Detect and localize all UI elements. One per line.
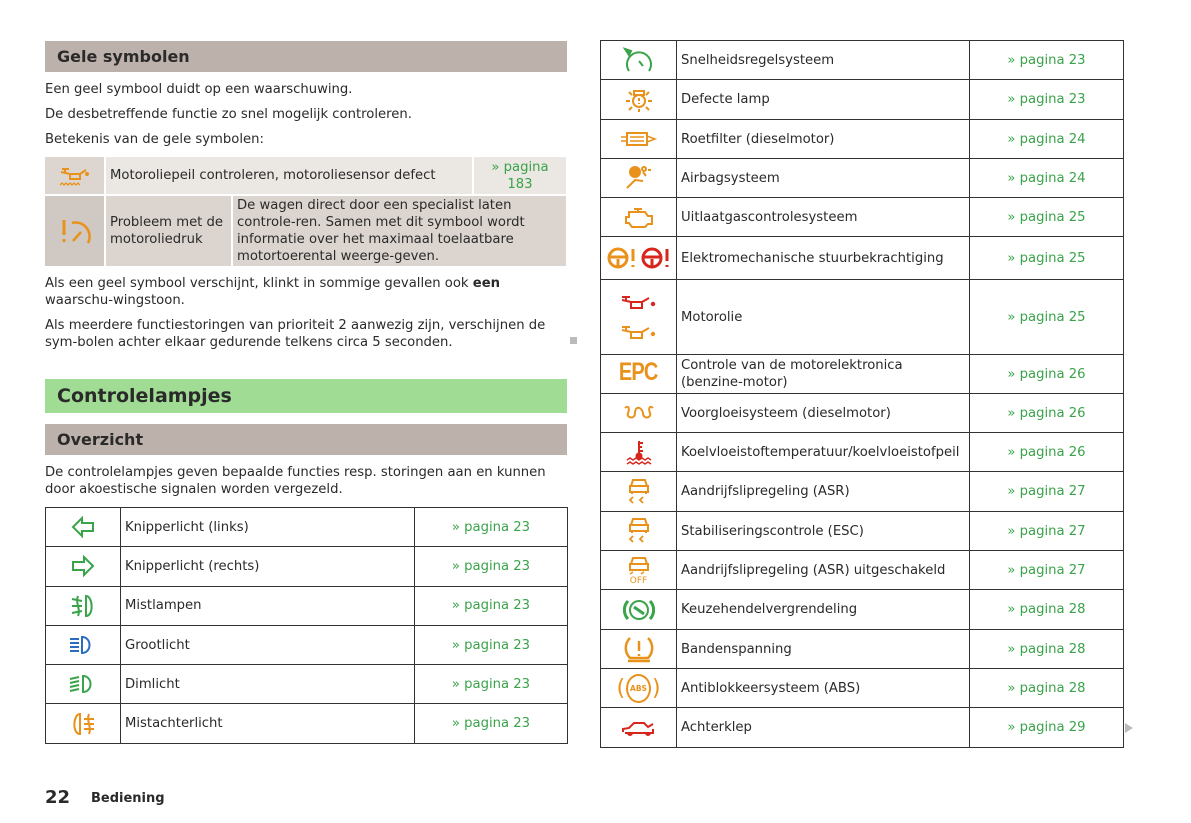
lights-table-right — [600, 40, 1124, 748]
cruise-control-icon — [601, 41, 677, 80]
page-link[interactable]: » pagina 183 — [473, 157, 567, 195]
airbag-icon — [601, 159, 677, 198]
table-row — [601, 433, 1124, 472]
yellow-symbols-table — [45, 157, 568, 268]
next-page-arrow-icon — [1125, 723, 1133, 733]
page-link[interactable]: » pagina 26 — [970, 394, 1124, 433]
symbol-description: Motoroliepeil controleren, motoroliesensor defect — [105, 157, 473, 195]
table-row — [601, 41, 1124, 80]
page-link[interactable]: » pagina 28 — [970, 669, 1124, 708]
symbol-description: De wagen direct door een specialist laten controle-ren. Samen met dit symbool wordt informatie over het maximaal toelaatbare motortoerental weerge-geven. — [232, 195, 567, 267]
lamp-label: Stabiliseringscontrole (ESC) — [677, 512, 970, 551]
page-link[interactable]: » pagina 25 — [970, 237, 1124, 280]
lamp-label: Aandrijfslipregeling (ASR) — [677, 472, 970, 512]
asr-icon — [601, 472, 677, 512]
off-text: OFF — [629, 575, 648, 586]
lamp-label: Mistachterlicht — [121, 704, 415, 743]
paragraph: Betekenis van de gele symbolen: — [45, 132, 264, 147]
lamp-label: Antiblokkeersysteem (ABS) — [677, 669, 970, 708]
table-row — [601, 512, 1124, 551]
table-row — [46, 665, 568, 704]
lights-table-left — [45, 507, 568, 744]
paragraph — [45, 275, 560, 309]
section-name: Bediening — [91, 791, 165, 806]
page-link[interactable]: » pagina 29 — [970, 708, 1124, 748]
low-beam-icon — [46, 665, 121, 704]
lamp-label: Achterklep — [677, 708, 970, 748]
lamp-label: Knipperlicht (rechts) — [121, 547, 415, 586]
table-row — [601, 590, 1124, 630]
table-row — [46, 586, 568, 625]
high-beam-icon — [46, 625, 121, 664]
oil-level-icon — [45, 157, 105, 195]
page-link[interactable]: » pagina 28 — [970, 590, 1124, 630]
lamp-label: Elektromechanische stuurbekrachtiging — [677, 237, 970, 280]
text: Als een geel symbool verschijnt, klinkt in sommige gevallen ook — [45, 276, 473, 291]
bulb-defect-icon — [601, 80, 677, 120]
page-number: 22 — [45, 787, 71, 808]
table-row — [46, 625, 568, 664]
asr-off-icon — [601, 551, 677, 590]
paragraph: De desbetreffende functie zo snel mogelijk controleren. — [45, 107, 412, 122]
page-link[interactable]: » pagina 23 — [415, 586, 568, 625]
steering-icon — [601, 237, 677, 280]
table-row — [601, 355, 1124, 394]
selector-lock-icon — [601, 590, 677, 630]
engine-oil-icon — [601, 280, 677, 355]
table-row — [601, 394, 1124, 433]
end-marker — [570, 337, 577, 344]
emphasis: een — [472, 276, 501, 291]
rear-fog-icon — [46, 704, 121, 743]
table-row — [46, 704, 568, 743]
lamp-label: Koelvloeistoftemperatuur/koelvloeistofpeil — [677, 433, 970, 472]
paragraph: De controlelampjes geven bepaalde functies resp. storingen aan en kunnen door akoestische signalen worden vergezeld. — [45, 465, 546, 497]
turn-right-icon — [46, 547, 121, 586]
epc-text: EPC — [619, 357, 658, 386]
page-link[interactable]: » pagina 24 — [970, 120, 1124, 159]
lamp-label: Keuzehendelvergrendeling — [677, 590, 970, 630]
engine-oil-yellow-icon — [601, 323, 676, 341]
turn-left-icon — [46, 508, 121, 547]
lamp-label: Voorgloeisysteem (dieselmotor) — [677, 394, 970, 433]
page-link[interactable]: » pagina 23 — [415, 508, 568, 547]
table-row — [46, 547, 568, 586]
page-link[interactable]: » pagina 23 — [415, 704, 568, 743]
particle-filter-icon — [601, 120, 677, 159]
page-link[interactable]: » pagina 23 — [415, 547, 568, 586]
abs-text: ABS — [626, 674, 651, 703]
engine-icon — [601, 198, 677, 237]
page-link[interactable]: » pagina 27 — [970, 551, 1124, 590]
table-row — [601, 630, 1124, 669]
oil-pressure-icon — [45, 195, 105, 267]
fog-light-icon — [46, 586, 121, 625]
text: waarschu-wingstoon. — [45, 293, 185, 308]
engine-oil-red-icon — [601, 293, 676, 311]
table-row — [601, 159, 1124, 198]
page-link[interactable]: » pagina 24 — [970, 159, 1124, 198]
table-row — [601, 280, 1124, 355]
section-heading-gele: Gele symbolen — [45, 41, 567, 72]
page-link[interactable]: » pagina 25 — [970, 280, 1124, 355]
table-row — [601, 669, 1124, 708]
page-link[interactable]: » pagina 26 — [970, 433, 1124, 472]
table-row — [601, 551, 1124, 590]
lamp-label: Roetfilter (dieselmotor) — [677, 120, 970, 159]
page-link[interactable]: » pagina 23 — [415, 625, 568, 664]
page-link[interactable]: » pagina 27 — [970, 512, 1124, 551]
lamp-label: Mistlampen — [121, 586, 415, 625]
lamp-label: Knipperlicht (links) — [121, 508, 415, 547]
lamp-label: Snelheidsregelsysteem — [677, 41, 970, 80]
lamp-label: Grootlicht — [121, 625, 415, 664]
page-link[interactable]: » pagina 23 — [970, 41, 1124, 80]
epc-icon — [601, 355, 677, 394]
page-link[interactable]: » pagina 28 — [970, 630, 1124, 669]
lamp-label: Defecte lamp — [677, 80, 970, 120]
abs-icon: ( ABS ) — [601, 669, 677, 708]
page-link[interactable]: » pagina 27 — [970, 472, 1124, 512]
table-row — [601, 80, 1124, 120]
paragraph: Een geel symbool duidt op een waarschuwing. — [45, 82, 353, 97]
page-link[interactable]: » pagina 26 — [970, 355, 1124, 394]
page-link[interactable]: » pagina 23 — [970, 80, 1124, 120]
lamp-label: Bandenspanning — [677, 630, 970, 669]
paragraph: Als meerdere functiestoringen van prioriteit 2 aanwezig zijn, verschijnen de sym-bolen achter elkaar gedurende telkens circa 5 seconden. — [45, 318, 546, 350]
section-heading-controlelampjes: Controlelampjes — [45, 379, 567, 413]
section-heading-overzicht: Overzicht — [45, 424, 567, 455]
table-row — [46, 508, 568, 547]
esc-icon — [601, 512, 677, 551]
lamp-label: Controle van de motorelektronica (benzine-motor) — [677, 355, 970, 394]
page-link[interactable]: » pagina 23 — [415, 665, 568, 704]
lamp-label: Airbagsysteem — [677, 159, 970, 198]
table-row — [601, 708, 1124, 748]
lamp-label: Aandrijfslipregeling (ASR) uitgeschakeld — [677, 551, 970, 590]
boot-lid-icon — [601, 708, 677, 748]
tyre-pressure-icon — [601, 630, 677, 669]
table-row — [601, 472, 1124, 512]
table-row — [45, 195, 567, 267]
page-link[interactable]: » pagina 25 — [970, 198, 1124, 237]
lamp-label: Dimlicht — [121, 665, 415, 704]
table-row — [601, 237, 1124, 280]
lamp-label: Uitlaatgascontrolesysteem — [677, 198, 970, 237]
symbol-label: Probleem met de motoroliedruk — [105, 195, 232, 267]
glow-plug-icon — [601, 394, 677, 433]
table-row — [45, 157, 567, 195]
table-row — [601, 120, 1124, 159]
table-row — [601, 198, 1124, 237]
lamp-label: Motorolie — [677, 280, 970, 355]
coolant-icon — [601, 433, 677, 472]
